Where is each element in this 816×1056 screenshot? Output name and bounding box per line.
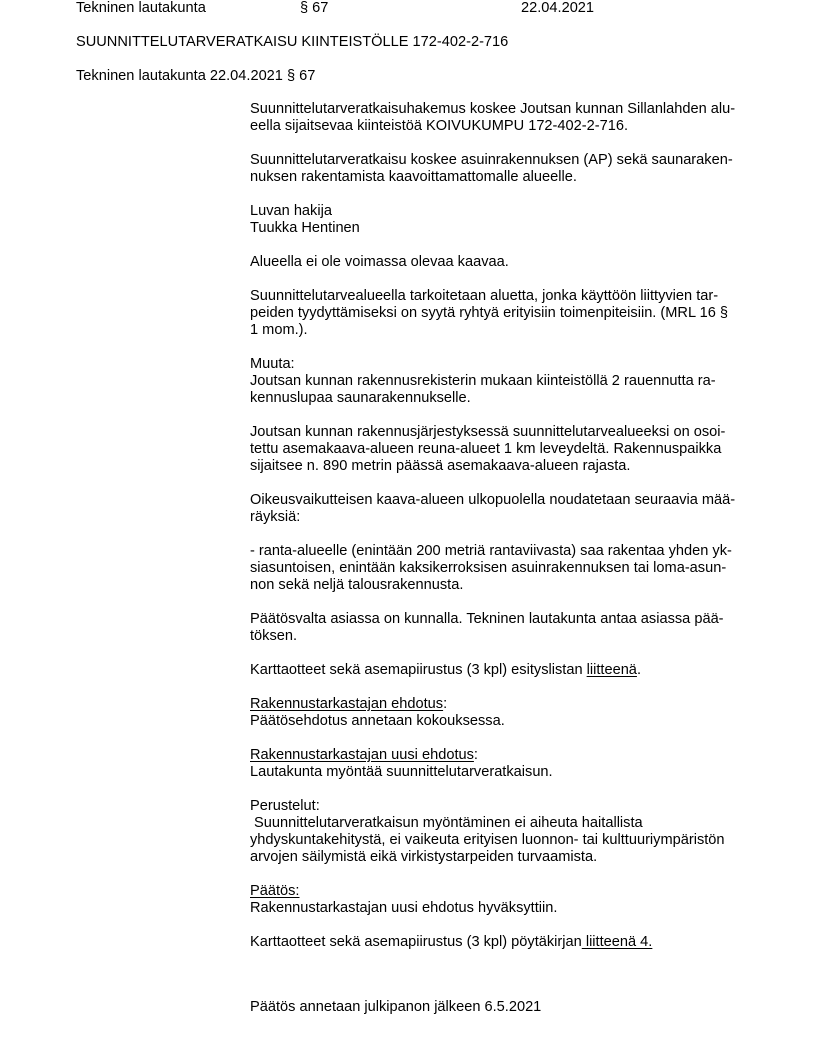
paragraph (250, 934, 770, 951)
text-segment: Perustelut: (250, 798, 320, 814)
paragraph-spacer (250, 237, 770, 254)
text-line (250, 152, 770, 169)
text-segment: Suunnittelutarveratkaisu koskee asuinrakennuksen (AP) sekä saunaraken- (250, 152, 733, 168)
text-segment: Karttaotteet sekä asemapiirustus (3 kpl) esityslistan (250, 662, 587, 678)
paragraph-spacer (250, 271, 770, 288)
text-line (250, 424, 770, 441)
text-line (250, 628, 770, 645)
paragraph-spacer (250, 186, 770, 203)
paragraph (250, 203, 770, 254)
text-segment: Suunnittelutarveratkaisun myöntäminen ei aiheuta haitallista (250, 815, 643, 831)
paragraph-spacer (250, 781, 770, 798)
text-segment: tettu asemakaava-alueen reuna-alueet 1 km leveydeltä. Rakennuspaikka (250, 441, 722, 457)
text-segment: . (636, 662, 641, 678)
text-segment: Oikeusvaikutteisen kaava-alueen ulkopuolella noudatetaan seuraavia mää- (250, 492, 736, 508)
paragraph (250, 611, 770, 662)
paragraph-spacer (250, 526, 770, 543)
text-line (250, 611, 770, 628)
text-segment: kennuslupaa saunarakennukselle. (250, 390, 471, 406)
text-segment: Karttaotteet sekä asemapiirustus (3 kpl) pöytäkirjan (250, 934, 582, 950)
text-segment: nuksen rakentamista kaavoittamattomalle alueelle. (250, 169, 577, 185)
text-line (250, 220, 770, 237)
text-line (250, 815, 770, 832)
paragraph (250, 356, 770, 424)
paragraph (250, 288, 770, 356)
text-segment: Muuta: (250, 356, 295, 372)
text-line (250, 288, 770, 305)
text-segment: Lautakunta myöntää suunnittelutarveratkaisun. (250, 764, 553, 780)
paragraph-spacer (250, 645, 770, 662)
underlined-text: liitteenä (586, 662, 637, 678)
text-segment: - ranta-alueelle (enintään 200 metriä rantaviivasta) saa rakentaa yhden yk- (250, 543, 732, 559)
text-segment: peiden tyydyttämiseksi on syytä ryhtyä erityisiin toimenpiteisiin. (MRL 16 § (250, 305, 729, 321)
text-line (250, 305, 770, 322)
document-title: SUUNNITTELUTARVERATKAISU KIINTEISTÖLLE 172-402-2-716 (76, 34, 509, 50)
paragraph (250, 747, 770, 798)
paragraph-spacer (250, 866, 770, 883)
text-segment: siasuntoisen, enintään kaksikerroksisen asuinrakennuksen tai loma-asun- (250, 560, 727, 576)
text-line (250, 560, 770, 577)
paragraph (250, 798, 770, 883)
text-segment: Tuukka Hentinen (250, 220, 360, 236)
text-line (250, 101, 770, 118)
paragraph (250, 662, 770, 696)
paragraph (250, 101, 770, 152)
text-line (250, 441, 770, 458)
meeting-reference: Tekninen lautakunta 22.04.2021 § 67 (76, 68, 316, 84)
underlined-text: Rakennustarkastajan ehdotus (250, 696, 444, 712)
text-segment: sijaitsee n. 890 metrin päässä asemakaava-alueen rajasta. (250, 458, 631, 474)
paragraph-spacer (250, 679, 770, 696)
text-line (250, 764, 770, 781)
document-body (250, 101, 770, 951)
paragraph-spacer (250, 594, 770, 611)
paragraph (250, 883, 770, 934)
text-line (250, 934, 770, 951)
text-line (250, 118, 770, 135)
paragraph (250, 152, 770, 203)
footer-note: Päätös annetaan julkipanon jälkeen 6.5.2021 (250, 999, 542, 1015)
text-segment: : (473, 747, 478, 763)
text-line (250, 747, 770, 764)
text-line (250, 356, 770, 373)
text-line (250, 492, 770, 509)
text-line (250, 254, 770, 271)
paragraph (250, 492, 770, 543)
header-board: Tekninen lautakunta (76, 0, 206, 16)
text-segment: 1 mom.). (250, 322, 308, 338)
text-segment: Joutsan kunnan rakennusjärjestyksessä suunnittelutarvealueeksi on osoi- (250, 424, 726, 440)
text-segment: Alueella ei ole voimassa olevaa kaavaa. (250, 254, 509, 270)
underlined-text: Päätös: (250, 883, 300, 899)
text-line (250, 509, 770, 526)
text-line (250, 696, 770, 713)
paragraph-spacer (250, 135, 770, 152)
text-line (250, 373, 770, 390)
text-line (250, 543, 770, 560)
text-line (250, 169, 770, 186)
paragraph (250, 543, 770, 611)
text-line (250, 832, 770, 849)
text-segment: Joutsan kunnan rakennusrekisterin mukaan kiinteistöllä 2 rauennutta ra- (250, 373, 716, 389)
paragraph (250, 254, 770, 288)
text-segment: töksen. (250, 628, 298, 644)
text-line (250, 849, 770, 866)
underlined-text: Rakennustarkastajan uusi ehdotus (250, 747, 474, 763)
text-segment: non sekä neljä talousrakennusta. (250, 577, 464, 593)
paragraph-spacer (250, 917, 770, 934)
header-date: 22.04.2021 (521, 0, 595, 16)
paragraph-spacer (250, 730, 770, 747)
text-segment: Päätösehdotus annetaan kokouksessa. (250, 713, 505, 729)
text-segment: Suunnittelutarvealueella tarkoitetaan aluetta, jonka käyttöön liittyvien tar- (250, 288, 719, 304)
paragraph-spacer (250, 339, 770, 356)
text-line (250, 798, 770, 815)
text-segment: : (443, 696, 448, 712)
text-line (250, 458, 770, 475)
text-line (250, 883, 770, 900)
text-segment: Päätösvalta asiassa on kunnalla. Tekninen lautakunta antaa asiassa pää- (250, 611, 724, 627)
text-line (250, 662, 770, 679)
text-segment: Rakennustarkastajan uusi ehdotus hyväksyttiin. (250, 900, 558, 916)
paragraph-spacer (250, 407, 770, 424)
paragraph-spacer (250, 475, 770, 492)
underlined-text: liitteenä 4. (581, 934, 653, 950)
text-segment: räyksiä: (250, 509, 301, 525)
text-segment: arvojen säilymistä eikä virkistystarpeiden turvaamista. (250, 849, 598, 865)
text-line (250, 203, 770, 220)
text-segment: Luvan hakija (250, 203, 332, 219)
text-line (250, 900, 770, 917)
text-segment: Suunnittelutarveratkaisuhakemus koskee Joutsan kunnan Sillanlahden alu- (250, 101, 736, 117)
paragraph (250, 424, 770, 492)
header-section: § 67 (300, 0, 329, 16)
text-segment: eella sijaitsevaa kiinteistöä KOIVUKUMPU 172-402-2-716. (250, 118, 628, 134)
paragraph (250, 696, 770, 747)
text-line (250, 577, 770, 594)
text-line (250, 390, 770, 407)
text-line (250, 713, 770, 730)
text-segment: yhdyskuntakehitystä, ei vaikeuta erityisen luonnon- tai kulttuuriympäristön (250, 832, 725, 848)
text-line (250, 322, 770, 339)
